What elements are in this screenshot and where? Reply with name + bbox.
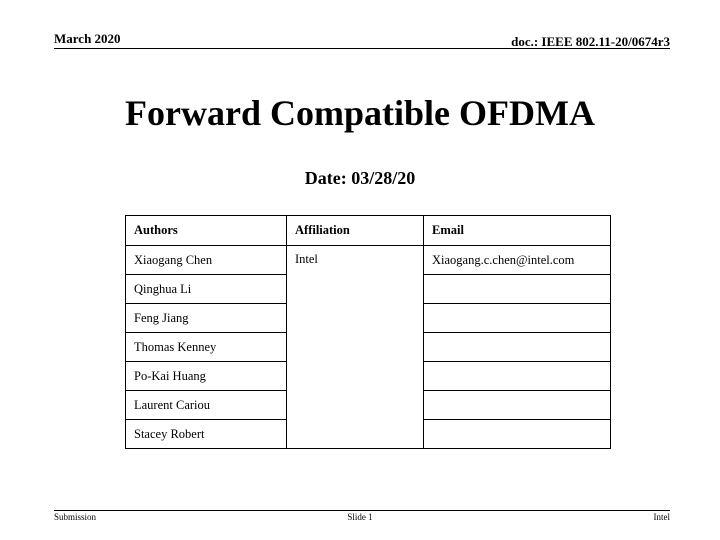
author-email [424, 275, 611, 304]
author-name: Xiaogang Chen [126, 246, 287, 275]
author-name: Thomas Kenney [126, 333, 287, 362]
date-line: Date: 03/28/20 [304, 168, 416, 188]
author-name: Stacey Robert [126, 420, 287, 449]
author-affiliation: Intel [287, 246, 424, 449]
author-email [424, 333, 611, 362]
header-divider [54, 48, 670, 49]
header-date: March 2020 [54, 31, 121, 46]
table-header-row [126, 216, 611, 246]
author-email [424, 362, 611, 391]
header-doc-id: doc.: IEEE 802.11-20/0674r3 [511, 34, 670, 49]
author-email [424, 391, 611, 420]
footer-organization: Intel [653, 512, 670, 522]
column-header-authors: Authors [126, 216, 287, 246]
footer-divider [54, 510, 670, 511]
author-name: Laurent Cariou [126, 391, 287, 420]
footer-submission: Submission [54, 512, 97, 522]
author-name: Feng Jiang [126, 304, 287, 333]
author-email [424, 304, 611, 333]
table-row [126, 246, 611, 275]
author-email [424, 420, 611, 449]
authors-table [125, 215, 611, 449]
author-email: Xiaogang.c.chen@intel.com [424, 246, 611, 275]
author-name: Po-Kai Huang [126, 362, 287, 391]
slide-title: Forward Compatible OFDMA [125, 93, 595, 133]
author-name: Qinghua Li [126, 275, 287, 304]
column-header-email: Email [424, 216, 611, 246]
footer-slide-number: Slide 1 [347, 512, 373, 522]
column-header-affiliation: Affiliation [287, 216, 424, 246]
